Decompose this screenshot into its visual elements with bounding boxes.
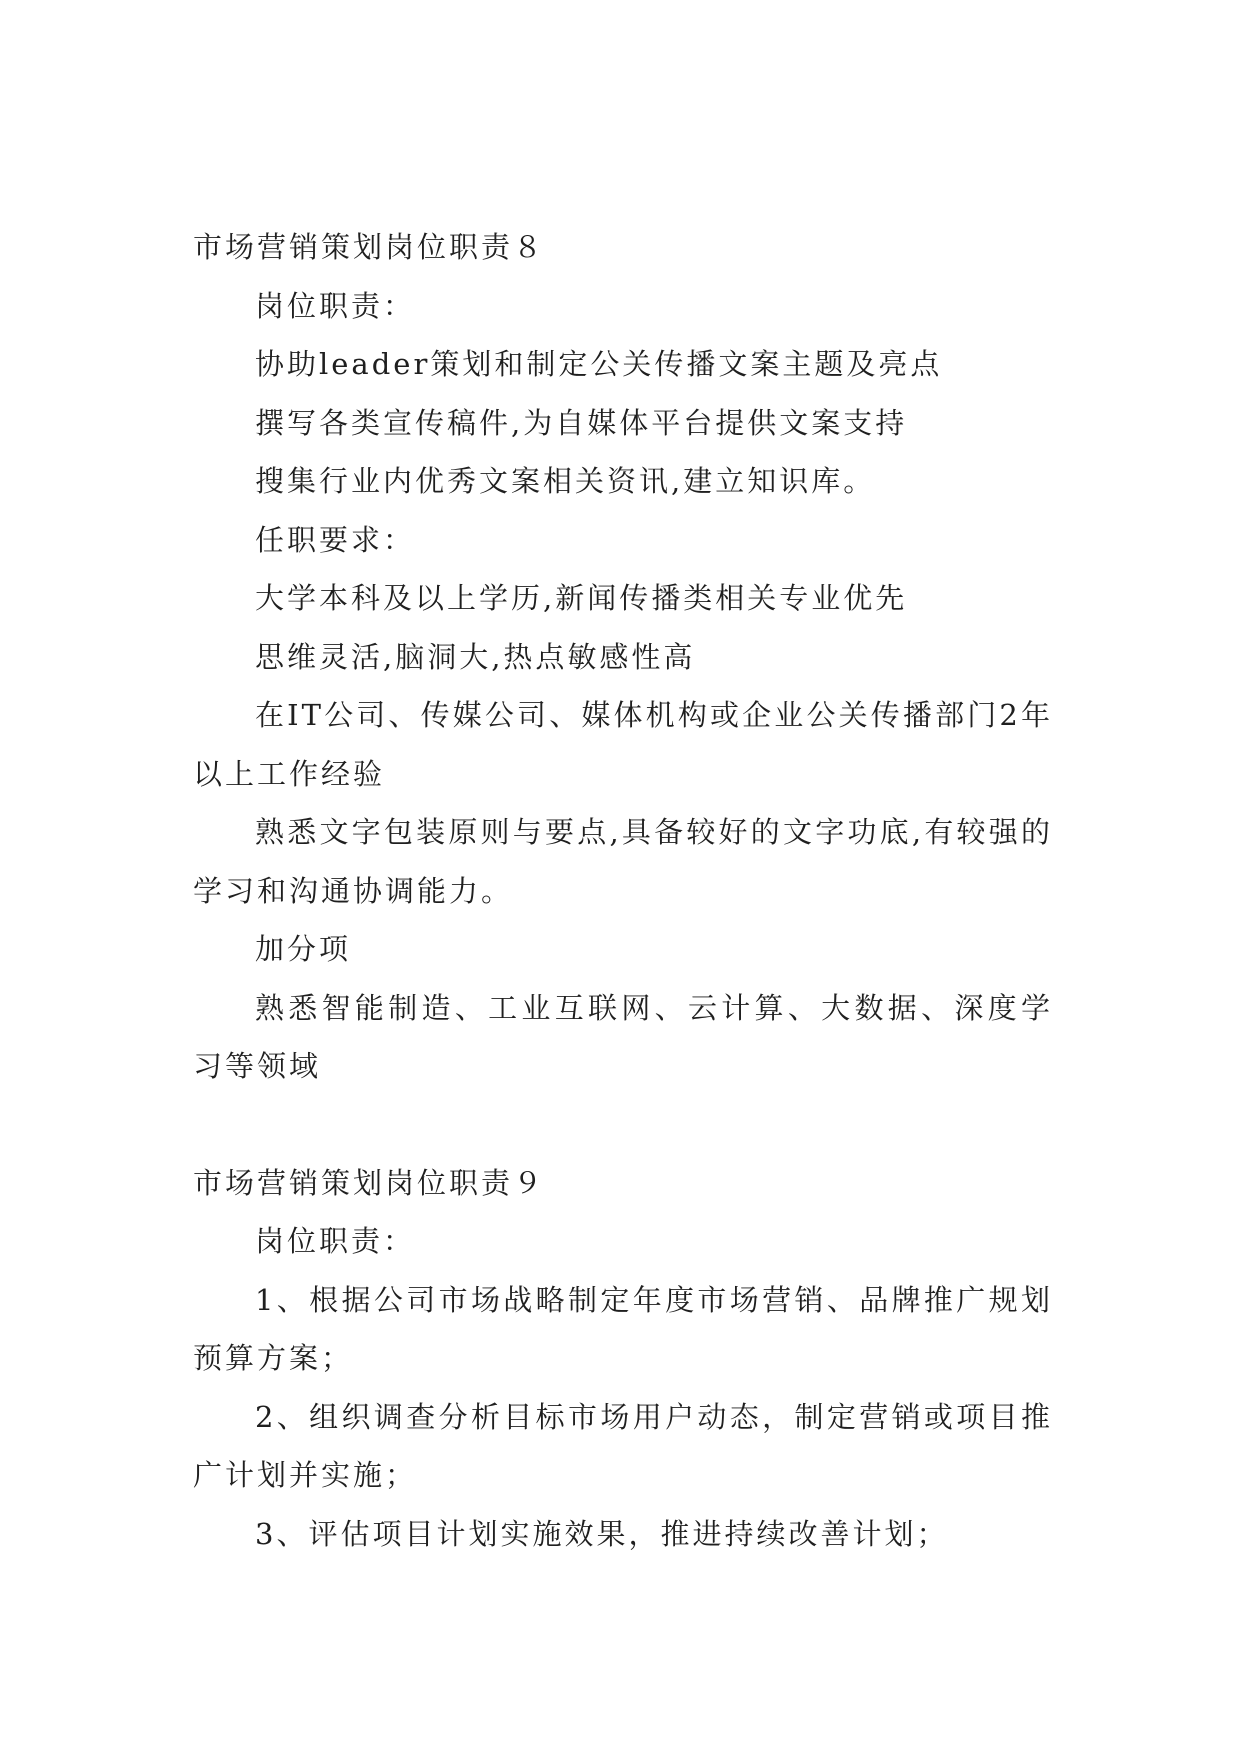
paragraph: 2、组织调查分析目标市场用户动态，制定营销或项目推广计划并实施； [193, 1399, 1053, 1492]
paragraph: 在IT公司、传媒公司、媒体机构或企业公关传播部门2年以上工作经验 [193, 698, 1053, 791]
paragraph: 岗位职责： [255, 1224, 416, 1258]
section-9 [193, 1154, 1053, 1564]
paragraph: 任职要求： [255, 522, 416, 557]
paragraph: 大学本科及以上学历,新闻传播类相关专业优先 [255, 581, 908, 615]
paragraph: 思维灵活,脑洞大,热点敏感性高 [255, 639, 696, 674]
paragraph: 撰写各类宣传稿件,为自媒体平台提供文案支持 [255, 405, 908, 440]
section-spacer [193, 1096, 1053, 1154]
section-title: 市场营销策划岗位职责９ [193, 1165, 546, 1200]
section-title: 市场营销策划岗位职责８ [193, 230, 546, 264]
section-8 [193, 218, 1053, 1096]
paragraph: 1、根据公司市场战略制定年度市场营销、品牌推广规划预算方案； [193, 1282, 1053, 1375]
paragraph: 熟悉智能制造、工业互联网、云计算、大数据、深度学习等领域 [193, 990, 1053, 1083]
paragraph: 搜集行业内优秀文案相关资讯,建立知识库。 [255, 464, 876, 498]
paragraph: 加分项 [255, 932, 352, 966]
document-body [193, 218, 1053, 1563]
paragraph: 岗位职责： [255, 288, 416, 323]
paragraph: 熟悉文字包装原则与要点,具备较好的文字功底,有较强的学习和沟通协调能力。 [193, 815, 1053, 908]
paragraph: 协助leader策划和制定公关传播文案主题及亮点 [255, 347, 943, 381]
paragraph: 3、评估项目计划实施效果，推进持续改善计划； [255, 1516, 949, 1551]
